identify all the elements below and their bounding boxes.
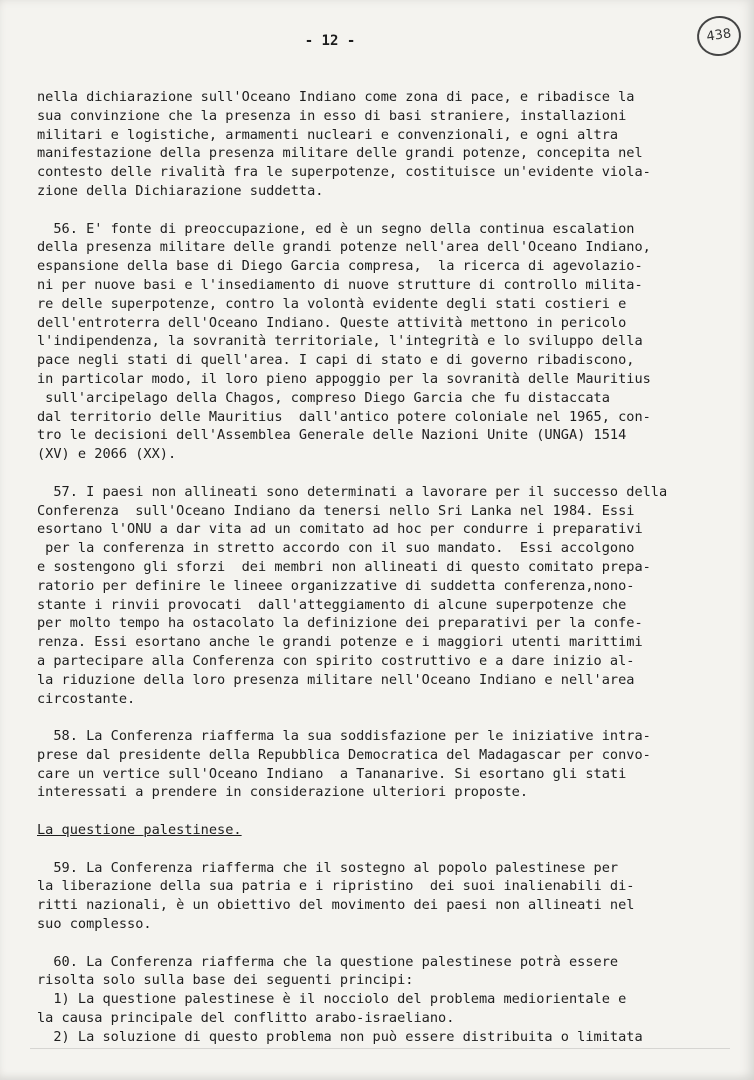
paragraph-gap (37, 464, 749, 483)
text-line: 57. I paesi non allineati sono determinati a lavorare per il successo della (37, 483, 668, 500)
text-line: per molto tempo ha ostacolato la definizione dei preparativi per la confe- (37, 615, 643, 632)
paragraph-gap (37, 802, 749, 821)
paragraph-gap (37, 934, 749, 953)
text-line: militari e logistiche, armamenti nucleari e convenzionali, e ogni altra (37, 126, 619, 143)
text-line: sull'arcipelago della Chagos, compreso Diego Garcia che fu distaccata (37, 389, 610, 406)
text-line: care un vertice sull'Oceano Indiano a Tananarive. Si esortano gli stati (37, 765, 627, 782)
text-line: (XV) e 2066 (XX). (37, 446, 177, 463)
text-line: 56. E' fonte di preoccupazione, ed è un segno della continua escalation (37, 220, 635, 237)
text-line: 1) La questione palestinese è il nocciolo del problema mediorientale e (37, 991, 627, 1008)
text-line: la riduzione della loro presenza militare nell'Oceano Indiano e nell'area (37, 671, 635, 688)
text-line: suo complesso. (37, 916, 152, 933)
page-edge-divider (30, 1048, 730, 1049)
paragraph-gap (37, 201, 749, 220)
text-line: tro le decisioni dell'Assemblea Generale delle Nazioni Unite (UNGA) 1514 (37, 427, 627, 444)
paragraph-gap (37, 708, 749, 727)
text-line: Conferenza sull'Oceano Indiano da tenersi nello Sri Lanka nel 1984. Essi (37, 502, 635, 519)
text-line: dell'entroterra dell'Oceano Indiano. Queste attività mettono in pericolo (37, 314, 627, 331)
text-line: 2) La soluzione di questo problema non può essere distribuita o limitata (37, 1028, 643, 1045)
page-number: - 12 - (304, 33, 356, 49)
text-line: dal territorio delle Mauritius dall'antico potere coloniale nel 1965, con- (37, 408, 651, 425)
paragraph (37, 220, 749, 464)
text-line: ritti nazionali, è un obiettivo del movimento dei paesi non allineati nel (37, 897, 635, 914)
text-line: contesto delle rivalità fra le superpotenze, costituisce un'evidente viola- (37, 164, 651, 181)
paragraph (37, 88, 749, 201)
text-line: ratorio per definire le lineee organizzative di suddetta conferenza,nono- (37, 577, 635, 594)
text-line: esortano l'ONU a dar vita ad un comitato ad hoc per condurre i preparativi (37, 521, 643, 538)
text-line: sua convinzione che la presenza in esso di basi straniere, installazioni (37, 107, 627, 124)
text-line: risolta solo sulla base dei seguenti principi: (37, 972, 414, 989)
section-heading: La questione palestinese. (37, 822, 242, 839)
text-line: 60. La Conferenza riafferma che la questione palestinese potrà essere (37, 953, 619, 970)
paragraph (37, 727, 749, 802)
text-line: stante i rinvii provocati dall'atteggiamento di alcune superpotenze che (37, 596, 627, 613)
text-line: nella dichiarazione sull'Oceano Indiano come zona di pace, e ribadisce la (37, 89, 635, 105)
paragraph (37, 953, 749, 1047)
text-line: renza. Essi esortano anche le grandi potenze e i maggiori utenti marittimi (37, 634, 643, 651)
text-line: l'indipendenza, la sovranità territoriale, l'integrità e lo sviluppo della (37, 333, 643, 350)
text-line: 59. La Conferenza riafferma che il sostegno al popolo palestinese per (37, 859, 619, 876)
text-line: espansione della base di Diego Garcia compresa, la ricerca di agevolazio- (37, 258, 643, 275)
text-line: della presenza militare delle grandi potenze nell'area dell'Oceano Indiano, (37, 239, 651, 256)
text-line: ni per nuove basi e l'insediamento di nuove strutture di controllo milita- (37, 276, 643, 293)
text-line: circostante. (37, 690, 136, 707)
text-line: la liberazione della sua patria e i ripristino dei suoi inalienabili di- (37, 878, 635, 895)
archive-stamp: 438 (694, 13, 743, 59)
text-line: zione della Dichiarazione suddetta. (37, 182, 324, 199)
document-body (37, 88, 749, 1047)
text-line: manifestazione della presenza militare delle grandi potenze, concepita nel (37, 145, 643, 162)
text-line: in particolar modo, il loro pieno appoggio per la sovranità delle Mauritius (37, 370, 651, 387)
text-line: a partecipare alla Conferenza con spirito costruttivo e a dare inizio al- (37, 652, 635, 669)
text-line: interessati a prendere in considerazione ulteriori proposte. (37, 784, 529, 801)
text-line: e sostengono gli sforzi dei membri non allineati di questo comitato prepa- (37, 558, 651, 575)
paragraph (37, 483, 749, 709)
paragraph-gap (37, 840, 749, 859)
paragraph (37, 859, 749, 934)
text-line: re delle superpotenze, contro la volontà evidente degli stati costieri e (37, 295, 627, 312)
text-line: per la conferenza in stretto accordo con il suo mandato. Essi accolgono (37, 540, 635, 557)
text-line: 58. La Conferenza riafferma la sua soddisfazione per le iniziative intra- (37, 728, 651, 745)
text-line: la causa principale del conflitto arabo-israeliano. (37, 1010, 455, 1027)
text-line: prese dal presidente della Repubblica Democratica del Madagascar per convo- (37, 746, 651, 763)
text-line: pace negli stati di quell'area. I capi di stato e di governo ribadiscono, (37, 352, 635, 369)
